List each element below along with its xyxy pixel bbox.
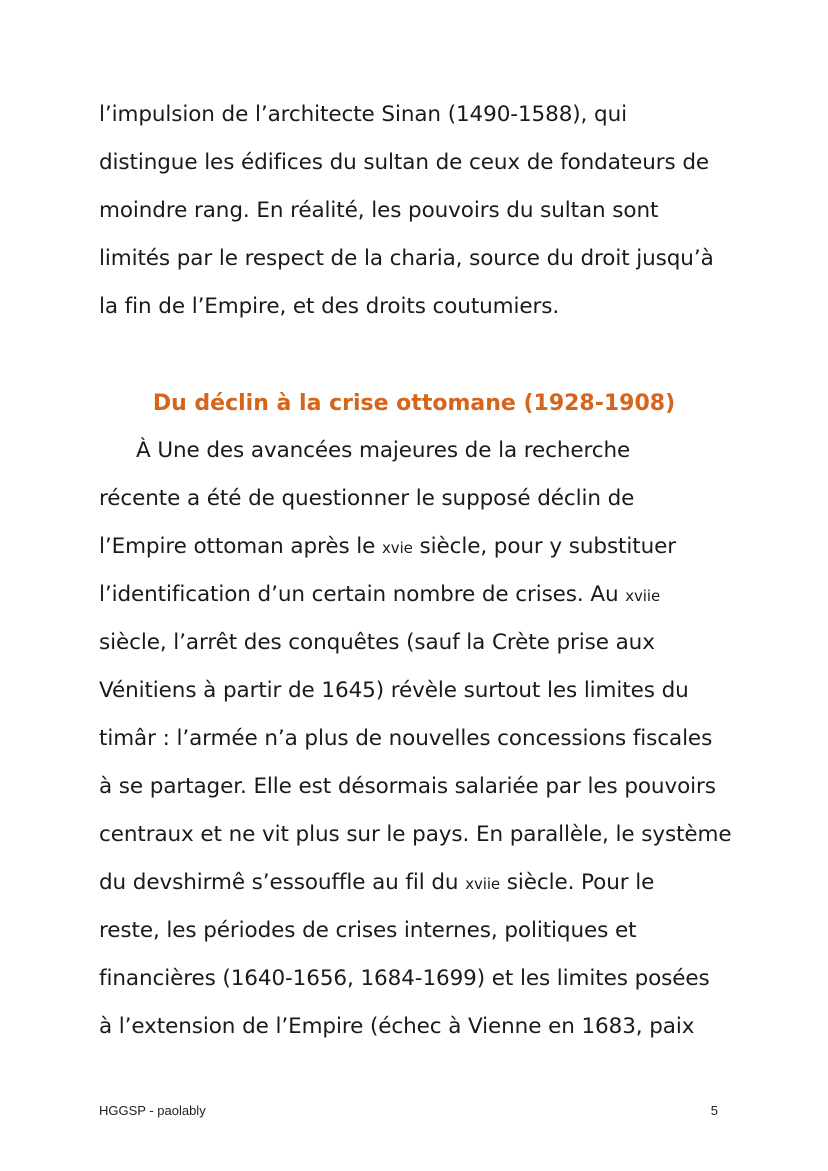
body-text-line: distingue les édifices du sultan de ceux de fondateurs de <box>99 150 710 175</box>
text-run: siècle. Pour le <box>500 870 655 895</box>
small-caps-century: xviie <box>625 587 661 605</box>
body-text-line: récente a été de questionner le supposé déclin de <box>99 486 635 511</box>
text-run: du devshirmê s’essouffle au fil du <box>99 870 466 895</box>
small-caps-century: xviie <box>465 875 501 893</box>
body-text-line: À Une des avancées majeures de la recherche <box>136 438 631 463</box>
small-caps-century: xvie <box>382 539 413 557</box>
body-text-line: timâr : l’armée n’a plus de nouvelles concessions fiscales <box>99 726 713 751</box>
body-text-line <box>99 868 654 899</box>
body-text-line: à se partager. Elle est désormais salariée par les pouvoirs <box>99 774 716 799</box>
body-text-line: l’impulsion de l’architecte Sinan (1490-1588), qui <box>99 102 627 127</box>
text-run: l’Empire ottoman après le <box>99 534 383 559</box>
text-run: siècle, pour y substituer <box>412 534 676 559</box>
body-text-line <box>99 532 676 563</box>
body-text-line: Vénitiens à partir de 1645) révèle surtout les limites du <box>99 678 689 703</box>
body-text-line: financières (1640-1656, 1684-1699) et les limites posées <box>99 966 710 991</box>
section-heading: Du déclin à la crise ottomane (1928-1908) <box>152 391 676 416</box>
body-text-line: siècle, l’arrêt des conquêtes (sauf la Crète prise aux <box>99 630 655 655</box>
body-text-line: limités par le respect de la charia, source du droit jusqu’à <box>99 246 714 271</box>
body-text-line: centraux et ne vit plus sur le pays. En parallèle, le système <box>99 822 732 847</box>
footer-title: HGGSP - paolably <box>99 1103 206 1118</box>
page-number: 5 <box>710 1103 718 1118</box>
body-text-line: à l’extension de l’Empire (échec à Vienne en 1683, paix <box>99 1014 695 1039</box>
body-text-line: la fin de l’Empire, et des droits coutumiers. <box>99 294 560 319</box>
body-text-line <box>99 580 660 611</box>
text-run: l’identification d’un certain nombre de crises. Au <box>99 582 626 607</box>
body-text-line: moindre rang. En réalité, les pouvoirs du sultan sont <box>99 198 659 223</box>
body-text-line: reste, les périodes de crises internes, politiques et <box>99 918 637 943</box>
